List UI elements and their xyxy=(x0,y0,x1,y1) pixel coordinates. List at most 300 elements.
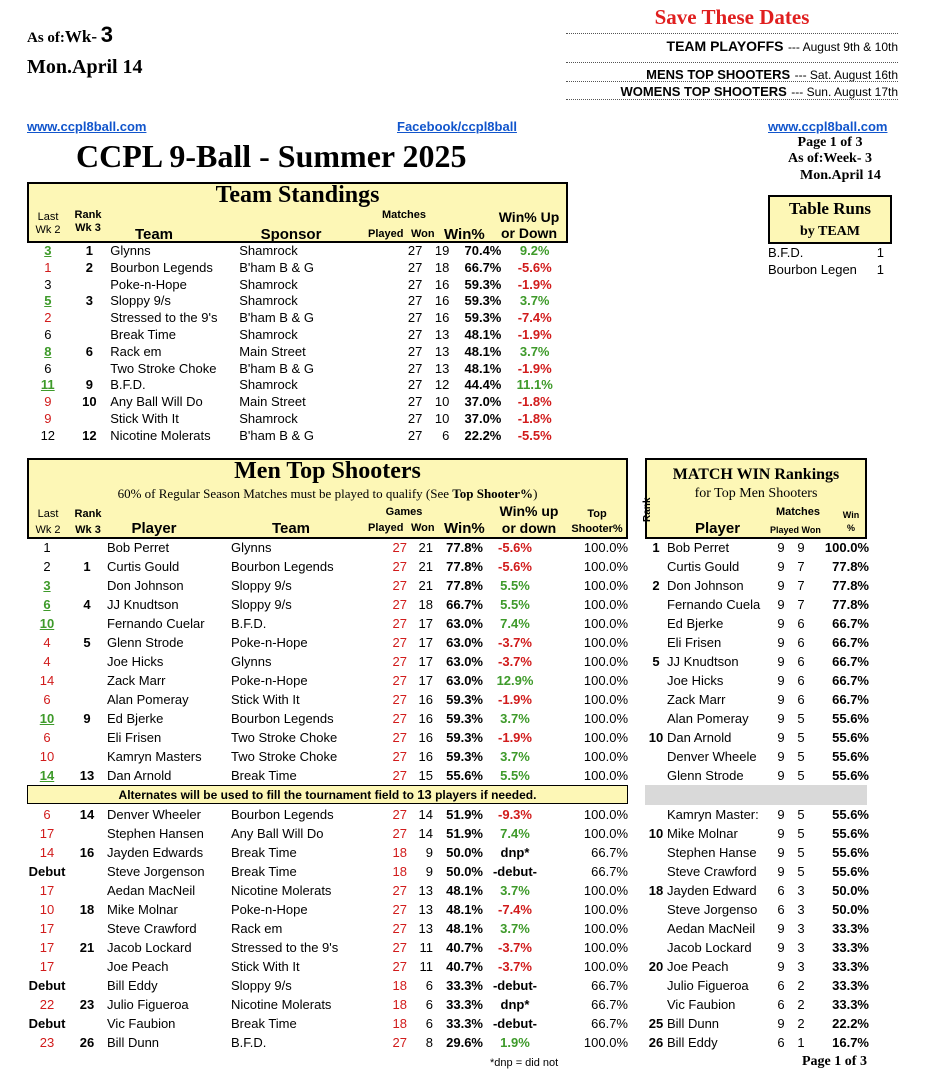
win-pct: 22.2% xyxy=(464,427,502,443)
mw-pct: 55.6% xyxy=(832,826,869,841)
sponsor-name: Shamrock xyxy=(239,326,298,342)
men-top-table-alternates xyxy=(27,805,628,1052)
team-name: Break Time xyxy=(231,845,297,860)
mw-won: 6 xyxy=(797,673,805,688)
last-week-rank: Debut xyxy=(28,978,66,993)
sponsor-name: B'ham B & G xyxy=(239,259,314,275)
played: 27 xyxy=(392,616,407,631)
mw-rank xyxy=(645,919,667,938)
win-pct: 77.8% xyxy=(446,540,483,555)
team-name: Break Time xyxy=(231,864,297,879)
won: 16 xyxy=(418,692,433,707)
win-change: 1.9% xyxy=(500,1035,530,1050)
men-top-note: 60% of Regular Season Matches must be played to qualify (See Top Shooter%) xyxy=(117,486,538,501)
won: 11 xyxy=(419,959,433,974)
win-change: 3.7% xyxy=(519,293,550,309)
last-week-rank: 9 xyxy=(44,394,52,410)
men-top-title: Men Top Shooters xyxy=(234,458,421,484)
sponsor-name: Shamrock xyxy=(239,293,298,309)
played: 27 xyxy=(392,902,407,917)
mw-won: 7 xyxy=(797,597,805,612)
mw-rank xyxy=(645,557,667,576)
match-win-row xyxy=(645,747,869,766)
match-win-gap xyxy=(645,785,867,805)
mt-hdr-player: Player xyxy=(131,520,177,537)
won: 16 xyxy=(434,276,450,292)
team-row xyxy=(27,394,568,411)
current-rank: 3 xyxy=(85,293,94,309)
current-rank xyxy=(67,976,107,995)
won: 8 xyxy=(425,1035,433,1050)
won: 12 xyxy=(434,377,450,393)
current-rank xyxy=(67,824,107,843)
last-week-rank: 4 xyxy=(43,654,51,669)
last-week-rank: Debut xyxy=(28,1016,66,1031)
team-standings-title: Team Standings xyxy=(215,182,380,208)
win-pct: 59.3% xyxy=(464,310,502,326)
played: 27 xyxy=(392,559,407,574)
team-name: Rack em xyxy=(231,921,283,936)
last-week-rank: 6 xyxy=(43,807,51,822)
last-week-rank: 22 xyxy=(39,997,55,1012)
team-name: Sloppy 9/s xyxy=(231,578,292,593)
event-womens-top: WOMENS TOP SHOOTERS --- Sun. August 17th xyxy=(620,84,898,99)
team-name: Bourbon Legends xyxy=(231,711,334,726)
win-change: dnp* xyxy=(500,997,530,1012)
mw-played: 9 xyxy=(777,959,785,974)
win-pct: 77.8% xyxy=(446,578,483,593)
mw-won: 7 xyxy=(797,559,805,574)
table-run-row xyxy=(768,262,884,279)
current-rank: 6 xyxy=(85,343,94,359)
won: 6 xyxy=(425,978,433,993)
current-rank xyxy=(67,1014,107,1033)
played: 18 xyxy=(392,978,407,993)
mw-won: 6 xyxy=(797,654,805,669)
match-win-row xyxy=(645,919,869,938)
top-shooter-pct: 100.0% xyxy=(583,730,628,745)
last-week-rank: 17 xyxy=(39,826,55,841)
last-week-rank: 3 xyxy=(44,243,52,258)
mt-hdr-winpct: Win% xyxy=(444,520,485,537)
played: 27 xyxy=(407,310,423,326)
current-rank: 2 xyxy=(85,259,94,275)
player-name: Denver Wheeler xyxy=(107,807,201,822)
current-rank: 12 xyxy=(82,427,97,443)
top-shooter-pct: 100.0% xyxy=(583,749,628,764)
current-rank: 14 xyxy=(79,807,95,822)
facebook-link[interactable]: Facebook/ccpl8ball xyxy=(397,119,517,134)
mw-won: 5 xyxy=(797,845,805,860)
win-change: -7.4% xyxy=(517,310,552,326)
mw-played: 9 xyxy=(777,711,785,726)
win-pct: 48.1% xyxy=(446,902,483,917)
mw-played: 9 xyxy=(777,826,785,841)
mw-rank: 10 xyxy=(648,826,664,841)
played: 27 xyxy=(392,807,407,822)
match-win-row xyxy=(645,614,869,633)
last-week-rank: 10 xyxy=(39,749,55,764)
team-standings-table xyxy=(27,243,568,445)
mw-played: 6 xyxy=(777,1035,785,1050)
mw-won: 6 xyxy=(797,616,805,631)
mw-won: 3 xyxy=(797,902,805,917)
table-runs-subtitle: by TEAM xyxy=(799,224,861,239)
as-of-week: As of:Wk- 3 xyxy=(27,22,114,47)
mw-rank xyxy=(645,995,667,1014)
won: 18 xyxy=(434,259,450,275)
hdr-won: Won xyxy=(411,228,435,240)
played: 27 xyxy=(392,540,407,555)
match-win-row xyxy=(645,843,869,862)
mw-player: Mike Molnar xyxy=(667,826,738,841)
mw-won: 6 xyxy=(797,635,805,650)
player-name: Julio Figueroa xyxy=(107,997,189,1012)
win-change: -3.7% xyxy=(498,940,532,955)
mw-won: 2 xyxy=(797,1016,805,1031)
current-rank xyxy=(67,671,107,690)
win-pct: 50.0% xyxy=(446,864,483,879)
current-rank: 21 xyxy=(79,940,95,955)
mw-played: 9 xyxy=(777,1016,785,1031)
mw-rank xyxy=(645,805,667,824)
win-change: -1.8% xyxy=(517,410,552,426)
mw-player: Ed Bjerke xyxy=(667,616,724,631)
win-pct: 70.4% xyxy=(464,243,502,258)
played: 27 xyxy=(392,749,407,764)
player-row xyxy=(27,957,628,976)
player-row xyxy=(27,1033,628,1052)
mw-pct: 50.0% xyxy=(832,902,869,917)
mw-played: 9 xyxy=(777,921,785,936)
team-name: Glynns xyxy=(231,540,272,555)
player-row xyxy=(27,595,628,614)
mw-played: 6 xyxy=(777,902,785,917)
event-mens-top: MENS TOP SHOOTERS --- Sat. August 16th xyxy=(646,67,898,82)
team-name: Bourbon Legends xyxy=(231,559,334,574)
mw-player: Steve Jorgenso xyxy=(667,902,758,917)
current-rank xyxy=(67,576,107,595)
player-row xyxy=(27,633,628,652)
mw-pct: 77.8% xyxy=(832,578,869,593)
hdr-played: Played xyxy=(368,228,404,240)
team-name: Stick With It xyxy=(110,410,179,426)
match-win-row xyxy=(645,900,869,919)
player-row xyxy=(27,862,628,881)
mt-hdr-top: Top Shooter% xyxy=(571,508,623,535)
current-rank xyxy=(67,957,107,976)
as-of-date: Mon.April 14 xyxy=(27,56,143,78)
win-change: -9.3% xyxy=(498,807,532,822)
current-rank xyxy=(67,652,107,671)
match-win-row xyxy=(645,938,869,957)
page-footer: Page 1 of 3 xyxy=(802,1054,867,1069)
player-name: Jacob Lockard xyxy=(107,940,192,955)
hdr-winpct: Win% xyxy=(444,226,485,243)
player-row xyxy=(27,538,628,557)
player-name: Eli Frisen xyxy=(107,730,162,745)
win-pct: 63.0% xyxy=(446,635,483,650)
match-win-title: MATCH WIN Rankings xyxy=(672,466,840,483)
player-name: JJ Knudtson xyxy=(107,597,179,612)
match-win-row xyxy=(645,976,869,995)
team-row xyxy=(27,377,568,394)
current-rank xyxy=(69,327,111,344)
last-week-rank: 1 xyxy=(44,259,52,275)
mw-player: Bill Eddy xyxy=(667,1035,718,1050)
match-win-row xyxy=(645,862,869,881)
mw-pct: 33.3% xyxy=(832,997,869,1012)
player-row xyxy=(27,881,628,900)
mw-pct: 33.3% xyxy=(832,978,869,993)
sponsor-name: Main Street xyxy=(239,394,306,410)
website-link-right[interactable]: www.ccpl8ball.com xyxy=(768,119,888,134)
mw-rank xyxy=(645,843,667,862)
last-week-rank: 8 xyxy=(44,343,52,359)
won: 21 xyxy=(418,578,433,593)
last-week-rank: 6 xyxy=(43,730,51,745)
mw-player: Zack Marr xyxy=(667,692,726,707)
current-rank xyxy=(67,862,107,881)
team-name: Any Ball Will Do xyxy=(231,826,324,841)
table-run-count: 1 xyxy=(876,245,884,260)
current-rank xyxy=(67,614,107,633)
win-pct: 50.0% xyxy=(446,845,483,860)
team-name: Two Stroke Choke xyxy=(110,360,217,376)
mw-rank: 2 xyxy=(652,578,660,593)
sponsor-name: Shamrock xyxy=(239,276,298,292)
played: 27 xyxy=(407,410,423,426)
won: 11 xyxy=(419,940,433,955)
player-name: Jayden Edwards xyxy=(107,845,204,860)
mw-rank: 26 xyxy=(648,1035,664,1050)
player-name: Kamryn Masters xyxy=(107,749,202,764)
won: 16 xyxy=(418,730,433,745)
mw-rank: 10 xyxy=(648,730,664,745)
sponsor-name: B'ham B & G xyxy=(239,360,314,376)
mw-player: Eli Frisen xyxy=(667,635,722,650)
mw-played: 6 xyxy=(777,997,785,1012)
win-pct: 51.9% xyxy=(446,826,483,841)
team-name: Sloppy 9/s xyxy=(110,293,171,309)
team-name: Poke-n-Hope xyxy=(231,673,308,688)
hdr-team: Team xyxy=(134,226,174,243)
player-name: Mike Molnar xyxy=(107,902,178,917)
hdr-rank: Rank Wk 3 xyxy=(74,209,102,234)
mw-rank xyxy=(645,747,667,766)
top-shooter-pct: 100.0% xyxy=(583,616,628,631)
mw-pct: 55.6% xyxy=(832,807,869,822)
team-name: Rack em xyxy=(110,343,162,359)
as-of-week-small: As of:Week- 3 xyxy=(788,151,872,166)
mw-player: Dan Arnold xyxy=(667,730,732,745)
team-name: Any Ball Will Do xyxy=(110,394,203,410)
player-row xyxy=(27,614,628,633)
win-change: 12.9% xyxy=(496,673,534,688)
player-name: Dan Arnold xyxy=(107,768,172,783)
mw-pct: 55.6% xyxy=(832,864,869,879)
mw-played: 9 xyxy=(777,749,785,764)
win-pct: 59.3% xyxy=(464,293,502,309)
player-row xyxy=(27,747,628,766)
top-shooter-pct: 100.0% xyxy=(583,807,628,822)
website-link-left[interactable]: www.ccpl8ball.com xyxy=(27,119,147,134)
win-pct: 33.3% xyxy=(446,1016,483,1031)
win-pct: 59.3% xyxy=(446,749,483,764)
played: 27 xyxy=(392,883,407,898)
player-name: Vic Faubion xyxy=(107,1016,176,1031)
win-change: 5.5% xyxy=(500,768,530,783)
team-name: Stick With It xyxy=(231,959,300,974)
mw-player: Jayden Edward xyxy=(667,883,757,898)
match-win-row xyxy=(645,805,869,824)
mw-played: 9 xyxy=(777,768,785,783)
player-row xyxy=(27,824,628,843)
won: 10 xyxy=(434,394,450,410)
win-change: 5.5% xyxy=(500,597,530,612)
top-shooter-pct: 100.0% xyxy=(583,826,628,841)
won: 16 xyxy=(418,749,433,764)
won: 13 xyxy=(418,902,433,917)
player-row xyxy=(27,709,628,728)
team-name: Two Stroke Choke xyxy=(231,749,338,764)
mw-rank xyxy=(645,976,667,995)
current-rank: 13 xyxy=(79,768,95,783)
current-rank xyxy=(69,310,111,327)
player-row xyxy=(27,843,628,862)
current-rank: 9 xyxy=(83,711,91,726)
mw-hdr-played: Played Won xyxy=(770,525,821,535)
played: 27 xyxy=(392,768,407,783)
match-win-row xyxy=(645,652,869,671)
mw-played: 9 xyxy=(777,940,785,955)
win-pct: 48.1% xyxy=(464,343,502,359)
win-change: -1.8% xyxy=(517,394,552,410)
last-week-rank: 2 xyxy=(43,559,51,574)
mw-rank xyxy=(645,595,667,614)
match-win-row xyxy=(645,881,869,900)
win-pct: 63.0% xyxy=(446,654,483,669)
last-week-rank: 6 xyxy=(44,360,52,376)
win-pct: 66.7% xyxy=(446,597,483,612)
played: 27 xyxy=(392,692,407,707)
player-row xyxy=(27,900,628,919)
win-change: 3.7% xyxy=(500,711,530,726)
mw-pct: 16.7% xyxy=(832,1035,869,1050)
win-pct: 48.1% xyxy=(446,921,483,936)
mw-pct: 33.3% xyxy=(832,959,869,974)
mw-played: 9 xyxy=(777,864,785,879)
won: 13 xyxy=(434,360,450,376)
mw-won: 5 xyxy=(797,768,805,783)
current-rank: 1 xyxy=(83,559,91,574)
mw-player: Vic Faubion xyxy=(667,997,736,1012)
mw-rank xyxy=(645,900,667,919)
team-row xyxy=(27,344,568,361)
won: 13 xyxy=(434,343,450,359)
played: 27 xyxy=(392,597,407,612)
won: 16 xyxy=(434,293,450,309)
player-row xyxy=(27,652,628,671)
last-week-rank: 17 xyxy=(39,959,55,974)
player-name: Ed Bjerke xyxy=(107,711,164,726)
match-win-table-bottom xyxy=(645,805,869,1052)
win-change: -5.6% xyxy=(517,259,552,275)
last-week-rank: 1 xyxy=(43,540,51,555)
mw-rank: 1 xyxy=(652,540,660,555)
mw-player: Don Johnson xyxy=(667,578,744,593)
footnote-dnp: *dnp = did not xyxy=(490,1057,559,1069)
win-change: -7.4% xyxy=(498,902,532,917)
won: 21 xyxy=(418,559,433,574)
team-row xyxy=(27,327,568,344)
player-name: Joe Hicks xyxy=(107,654,164,669)
mt-hdr-winup: Win% up or down xyxy=(499,503,559,536)
current-rank xyxy=(67,538,107,557)
table-run-team: B.F.D. xyxy=(768,245,804,260)
win-change: -1.9% xyxy=(517,326,552,342)
player-row xyxy=(27,976,628,995)
win-change: -1.9% xyxy=(498,730,532,745)
team-name: Glynns xyxy=(110,243,151,258)
top-shooter-pct: 100.0% xyxy=(583,768,628,783)
mw-player: Denver Wheele xyxy=(667,749,757,764)
last-week-rank: 14 xyxy=(39,768,55,783)
top-shooter-pct: 100.0% xyxy=(583,692,628,707)
win-change: -5.5% xyxy=(517,427,552,443)
player-row xyxy=(27,995,628,1014)
team-row xyxy=(27,277,568,294)
played: 27 xyxy=(407,243,423,258)
table-run-count: 1 xyxy=(876,261,884,277)
won: 13 xyxy=(418,883,433,898)
win-pct: 33.3% xyxy=(446,978,483,993)
player-name: Curtis Gould xyxy=(107,559,180,574)
mw-pct: 55.6% xyxy=(832,768,869,783)
current-rank xyxy=(67,919,107,938)
played: 18 xyxy=(392,1016,407,1031)
win-change: -5.6% xyxy=(498,559,532,574)
win-change: 11.1% xyxy=(516,377,553,393)
won: 9 xyxy=(425,864,433,879)
player-name: Aedan MacNeil xyxy=(107,883,196,898)
mw-pct: 33.3% xyxy=(832,921,869,936)
last-week-rank: 11 xyxy=(40,377,55,393)
team-name: Nicotine Molerats xyxy=(110,427,211,443)
mw-pct: 77.8% xyxy=(832,559,869,574)
mw-played: 9 xyxy=(777,845,785,860)
team-name: Poke-n-Hope xyxy=(231,902,308,917)
mw-played: 9 xyxy=(777,673,785,688)
top-shooter-pct: 66.7% xyxy=(591,997,628,1012)
player-name: Bill Eddy xyxy=(107,978,158,993)
mw-player: Alan Pomeray xyxy=(667,711,749,726)
mw-played: 9 xyxy=(777,807,785,822)
mw-won: 5 xyxy=(797,749,805,764)
player-row xyxy=(27,671,628,690)
played: 27 xyxy=(392,711,407,726)
mw-hdr-matches: Matches xyxy=(775,506,821,518)
match-win-row xyxy=(645,633,869,652)
won: 17 xyxy=(418,635,433,650)
win-pct: 40.7% xyxy=(446,959,483,974)
mw-won: 3 xyxy=(797,883,805,898)
team-row xyxy=(27,243,568,260)
played: 27 xyxy=(407,293,423,309)
player-name: Bill Dunn xyxy=(107,1035,160,1050)
team-name: Stressed to the 9's xyxy=(110,310,218,326)
event-team-playoffs: TEAM PLAYOFFS --- August 9th & 10th xyxy=(666,38,898,54)
